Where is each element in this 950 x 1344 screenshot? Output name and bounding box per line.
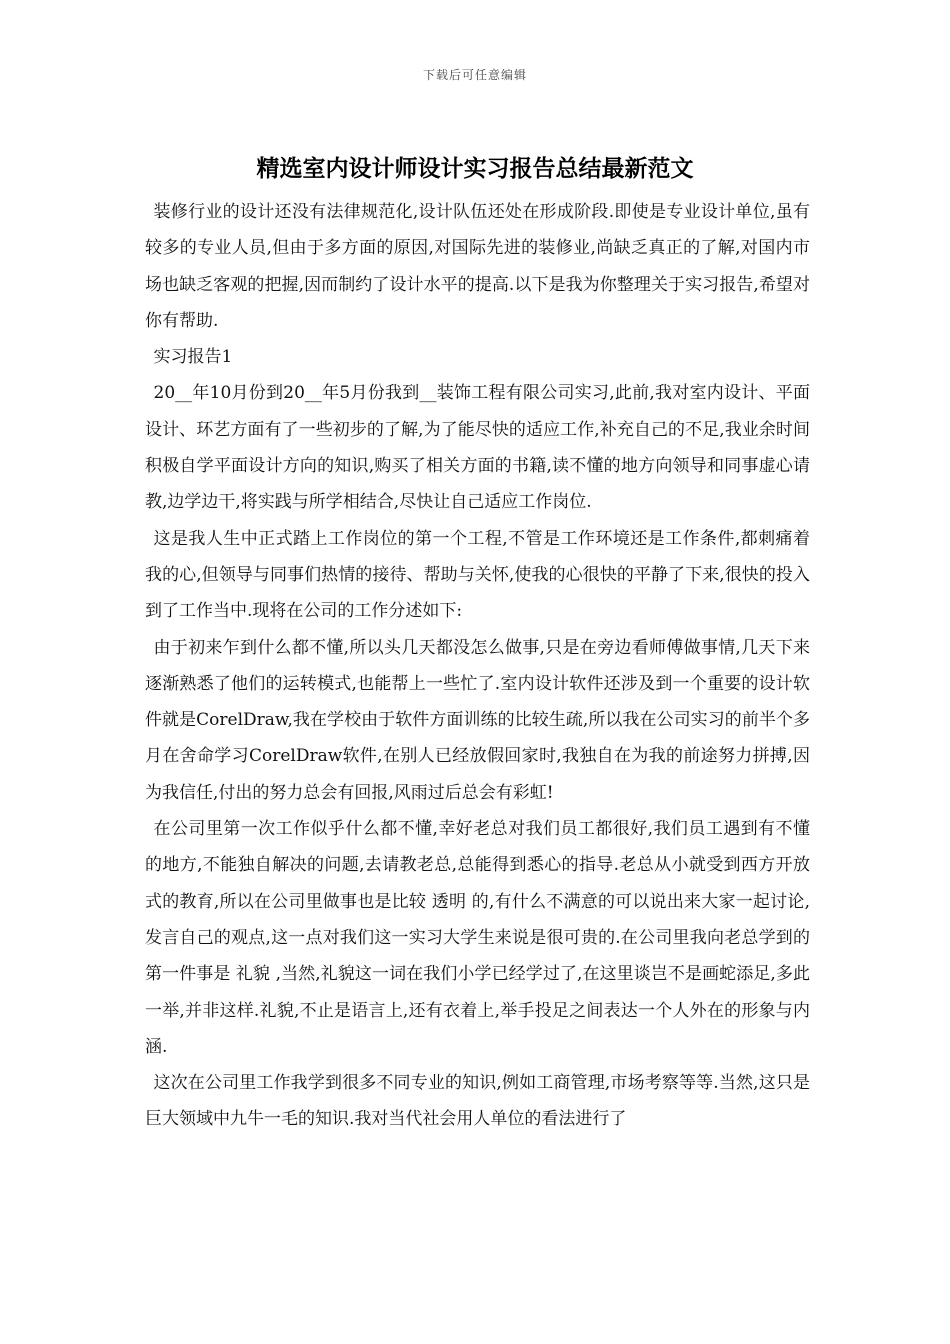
document-title: 精选室内设计师设计实习报告总结最新范文 <box>256 155 694 182</box>
body-paragraph: 20__年10月份到20__年5月份我到__装饰工程有限公司实习,此前,我对室内设计、平面设计、环艺方面有了一些初步的了解,为了能尽快的适应工作,补充自己的不足,我业余时间积极自学平面设计方向的知识,购买了相关方面的书籍,读不懂的地方向领导和同事虚心请教,边学边干,将实践与所学相结合,尽快让自己适应工作岗位. <box>145 383 810 513</box>
body-paragraph: 由于初来乍到什么都不懂,所以头几天都没怎么做事,只是在旁边看师傅做事情,几天下来逐渐熟悉了他们的运转模式,也能帮上一些忙了.室内设计软件还涉及到一个重要的设计软件就是CorelDraw,我在学校由于软件方面训练的比较生疏,所以我在公司实习的前半个多月在舍命学习CorelDraw软件,在别人已经放假回家时,我独自在为我的前途努力拼搏,因为我信任,付出的努力总会有回报,风雨过后总会有彩虹! <box>145 637 810 803</box>
intro-paragraph: 装修行业的设计还没有法律规范化,设计队伍还处在形成阶段.即使是专业设计单位,虽有较多的专业人员,但由于多方面的原因,对国际先进的装修业,尚缺乏真正的了解,对国内市场也缺乏客观的把握,因而制约了设计水平的提高.以下是我为你整理关于实习报告,希望对你有帮助. <box>145 202 810 331</box>
body-paragraph: 在公司里第一次工作似乎什么都不懂,幸好老总对我们员工都很好,我们员工遇到有不懂的地方,不能独自解决的问题,去请教老总,总能得到悉心的指导.老总从小就受到西方开放式的教育,所以在公司里做事也是比较 透明 的,有什么不满意的可以说出来大家一起讨论,发言自己的观点,这一点对我们这一实习大学生来说是很可贵的.在公司里我向老总学到的第一件事是 礼貌 ,当然,礼貌这一词在我们小学已经学过了,在这里谈岂不是画蛇添足,多此一举,并非这样.礼貌,不止是语言上,还有衣着上,举手投足之间表达一个人外在的形象与内涵. <box>145 819 810 1057</box>
section-heading: 实习报告1 <box>153 347 233 368</box>
document-body <box>145 194 810 1138</box>
body-paragraph: 这次在公司里工作我学到很多不同专业的知识,例如工商管理,市场考察等等.当然,这只是巨大领域中九牛一毛的知识.我对当代社会用人单位的看法进行了 <box>145 1073 810 1130</box>
page-header-note: 下载后可任意编辑 <box>422 68 527 82</box>
body-paragraph: 这是我人生中正式踏上工作岗位的第一个工程,不管是工作环境还是工作条件,都刺痛着我的心,但领导与同事们热情的接待、帮助与关怀,使我的心很快的平静了下来,很快的投入到了工作当中.现将在公司的工作分述如下: <box>145 528 810 622</box>
